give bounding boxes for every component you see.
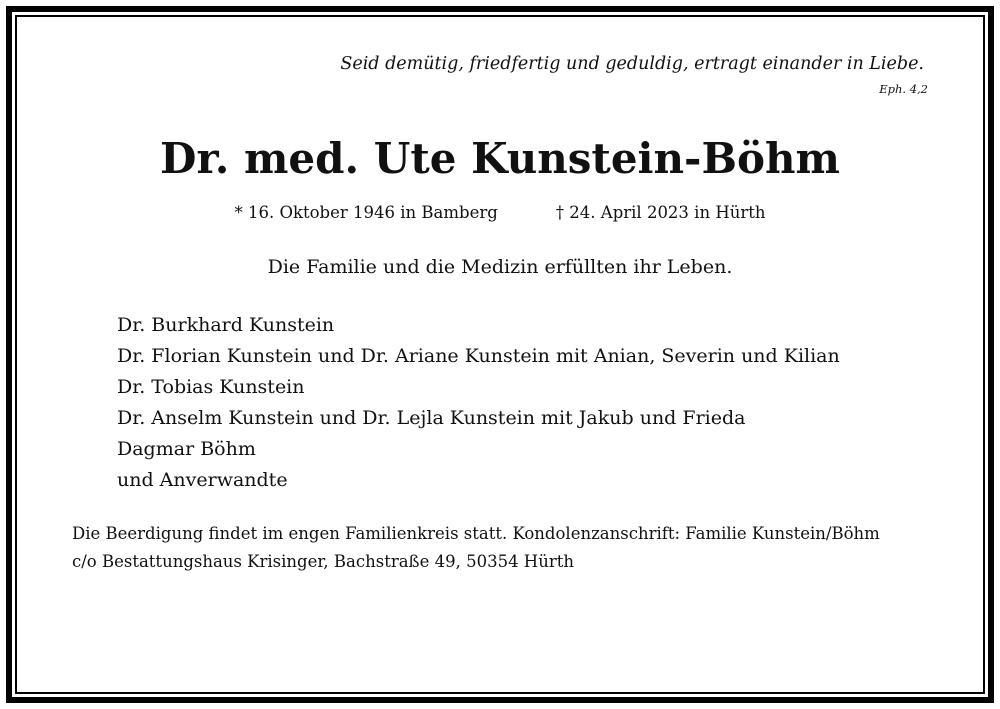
mourner-item: Dr. Anselm Kunstein und Dr. Lejla Kunstein mit Jakub und Frieda <box>117 407 746 429</box>
mourner-item: Dagmar Böhm <box>117 438 256 460</box>
deceased-name: Dr. med. Ute Kunstein-Böhm <box>160 134 840 183</box>
mourner-item: Dr. Tobias Kunstein <box>117 376 305 398</box>
bible-reference: Eph. 4,2 <box>879 82 928 96</box>
notice-line-2: c/o Bestattungshaus Krisinger, Bachstraße 49, 50354 Hürth <box>72 552 574 571</box>
bible-quote: Seid demütig, friedfertig und geduldig, ertragt einander in Liebe. <box>340 54 924 74</box>
mourner-item: und Anverwandte <box>117 469 288 491</box>
notice-line-1: Die Beerdigung findet im engen Familienkreis statt. Kondolenzanschrift: Familie Kunstein/Böhm <box>72 524 880 543</box>
motto-line: Die Familie und die Medizin erfüllten ihr Leben. <box>267 256 733 278</box>
funeral-notice <box>72 520 880 576</box>
mourner-item: Dr. Florian Kunstein und Dr. Ariane Kunstein mit Anian, Severin und Kilian <box>117 345 840 367</box>
birth-date: * 16. Oktober 1946 in Bamberg <box>234 203 498 222</box>
death-date: † 24. April 2023 in Hürth <box>555 203 766 222</box>
life-dates <box>0 203 1000 222</box>
mourners-list <box>117 310 840 496</box>
mourner-item: Dr. Burkhard Kunstein <box>117 314 335 336</box>
